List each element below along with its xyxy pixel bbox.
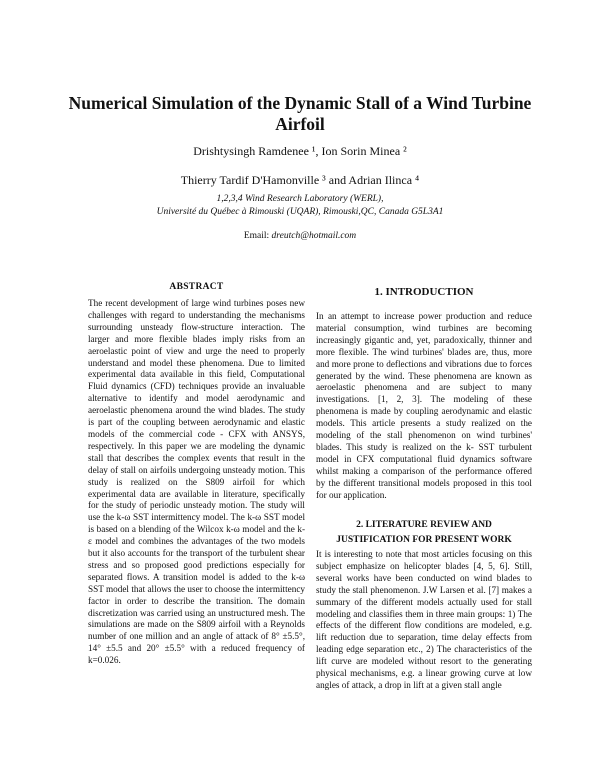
introduction-text: In an attempt to increase power production and reduce material consumption, wind turbines are becoming increasingly gigantic and, yet, paradoxically, thinner and more flexible. The wind turbines' blades are, thus, more and more prone to deflections and vibrations due to forces generated by the wind. These phenomena are known as aeroelastic phenomena and are subject to many investigations. [1, 2, 3]. The modeling of these phenomena is made by coupling aerodynamic and elastic models. This article presents a study realized on the modeling of the stall phenomenon on wind turbines' blades. This study is realized on the k- SST turbulent model in CFX computational fluid dynamics software whilst making a comparison of the performance offered by the different transitional models proposed in this tool for our application. — [316, 311, 532, 500]
email-label: Email: — [243, 231, 270, 241]
authors-line-1: Drishtysingh Ramdenee ¹, Ion Sorin Minea ² — [193, 144, 407, 158]
affiliation-line-1: 1,2,3,4 Wind Research Laboratory (WERL), — [216, 194, 384, 204]
literature-heading-line-2: JUSTIFICATION FOR PRESENT WORK — [336, 535, 512, 545]
paper-title: Numerical Simulation of the Dynamic Stall of a Wind Turbine Airfoil — [68, 93, 532, 134]
email-address[interactable]: dreutch@hotmail.com — [271, 231, 357, 241]
email-line — [60, 231, 540, 241]
literature-text: It is interesting to note that most articles focusing on this subject emphasize on helicopter blades [4, 5, 6]. Still, several works have been conducted on wind blades to study the stall phenomenon. J.W Larsen et al. [7] makes a summary of the different models actually used for stall modeling and classifies them in three main groups: 1) The effects of the different flow conditions are modeled, e.g. lift reduction due to separation, time delay effects from leading edge separation etc., 2) The characteristics of the lift curve are modeled without resort to the generating physical mechanisms, e.g. a linear growing curve at low angles of attack, a drop in lift at a given stall angle — [316, 549, 532, 690]
literature-body — [316, 549, 532, 692]
affiliation-line-2: Université du Québec à Rimouski (UQAR), Rimouski,QC, Canada G5L3A1 — [156, 207, 444, 217]
authors-line-2: Thierry Tardif D'Hamonville ³ and Adrian Ilinca ⁴ — [180, 173, 420, 187]
abstract-heading: ABSTRACT — [169, 282, 224, 292]
introduction-heading: 1. INTRODUCTION — [374, 286, 474, 298]
abstract-body — [88, 298, 305, 667]
literature-heading-line-1: 2. LITERATURE REVIEW AND — [356, 520, 492, 530]
abstract-text: The recent development of large wind turbines poses new challenges with regard to understanding the mechanisms surrounding unsteady flow-structure interaction. The larger and more flexible blades imply risks from an aeroelastic point of view and urge the need to properly understand and model these phenomena. Due to limited experimental data available in this field, Computational Fluid dynamics (CFD) techniques provide an invaluable alternative to identify and model aerodynamic and aeroelastic phenomena around the wind blades. The study is part of the coupling between aerodynamic and elastic models of the commercial code - CFX with ANSYS, respectively. In this paper we are modeling the dynamic stall that describes the complex events that result in the delay of stall on airfoils undergoing unsteady motion. This study is realized on the S809 airfoil for which experimental data are available in literature, specifically for the study of periodic unsteady motion. The study will use the k-ω SST intermittency model. The k-ω SST model is based on a blending of the Wilcox k-ω model and the k-ε model and combines the advantages of the two models but it also accounts for the transport of the turbulent shear stress and so proposed good predictions especially for separated flows. A transition model is added to the k-ω SST model that allows the user to choose the intermittency factor in order to describe the transition. The domain discretization was carried using an unstructured mesh. The simulations are made on the S809 airfoil with a Reynolds number of one million and an angle of attack of 8° ±5.5°, 14° ±5.5 and 20° ±5.5° with a reduced frequency of k=0.026. — [88, 298, 305, 666]
introduction-body — [316, 311, 532, 502]
literature-heading — [316, 518, 532, 548]
affiliation — [60, 193, 540, 219]
